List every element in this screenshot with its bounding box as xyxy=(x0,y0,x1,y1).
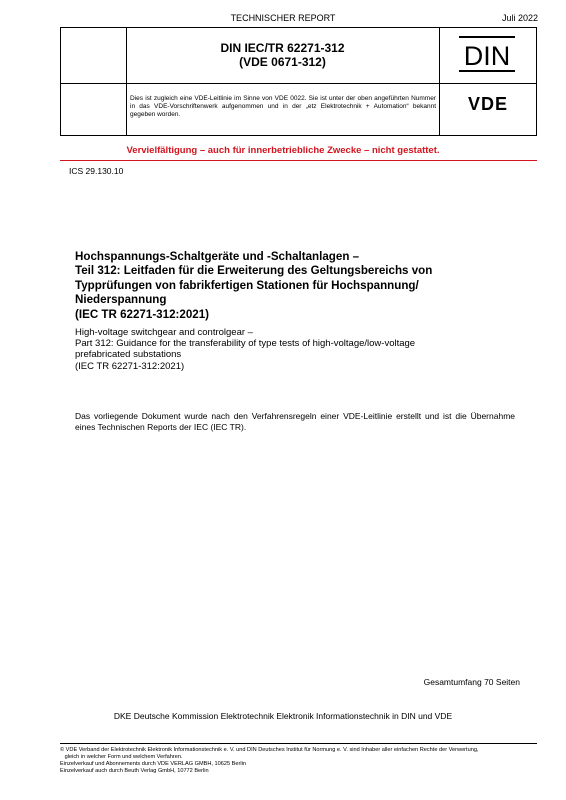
document-description: Das vorliegende Dokument wurde nach den Verfahrensregeln einer VDE-Leitlinie erstellt und ist die Übernahme eines Technischen Reports der IEC (IEC TR). xyxy=(75,411,515,432)
copy-warning: Vervielfältigung – auch für innerbetriebliche Zwecke – nicht gestattet. xyxy=(126,145,440,156)
title-german-line: Niederspannung xyxy=(75,293,167,307)
din-logo xyxy=(459,36,515,72)
standard-number xyxy=(126,41,439,69)
box-divider xyxy=(439,28,440,135)
vde-logo: VDE xyxy=(467,94,508,114)
dke-line: DKE Deutsche Kommission Elektrotechnik Elektronik Informationstechnik in DIN und VDE xyxy=(113,711,453,721)
standard-vde-number: (VDE 0671-312) xyxy=(239,55,326,69)
title-german-line: Hochspannungs-Schaltgeräte und -Schaltanlagen – xyxy=(75,250,360,263)
box-divider xyxy=(61,83,536,84)
vde-guideline-note: Dies ist zugleich eine VDE-Leitlinie im Sinne von VDE 0022. Sie ist unter der oben angeführten Nummer in das VDE-Vorschriftenwerk aufgenommen und in der „etz Elektrotechnik + Automation“ bekannt gegeben worden. xyxy=(130,95,436,118)
warning-rule xyxy=(60,160,537,161)
title-german-line: (IEC TR 62271-312:2021) xyxy=(75,307,210,321)
title-english-line: High-voltage switchgear and controlgear – xyxy=(75,327,253,338)
footer-line: © VDE Verband der Elektrotechnik Elektronik Informationstechnik e. V. und DIN Deutsches Institut für Normung e. V. sind Inhaber aller einfachen Rechte der Verwertung, xyxy=(60,747,479,753)
title-english-line: prefabricated substations xyxy=(75,349,182,361)
header-box xyxy=(60,27,537,136)
title-english-line: (IEC TR 62271-312:2021) xyxy=(75,360,185,372)
footer-rule xyxy=(60,743,537,744)
title-german-line: Typprüfungen von fabrikfertigen Stationen für Hochspannung/ xyxy=(75,278,419,292)
ics-code: ICS 29.130.10 xyxy=(69,166,124,176)
title-german-line: Teil 312: Leitfaden für die Erweiterung des Geltungsbereichs von xyxy=(75,264,433,278)
footer-line: gleich in welcher Form und welchem Verfahren. xyxy=(60,754,183,760)
standard-number-line: DIN IEC/TR 62271-312 xyxy=(220,41,345,55)
publication-date: Juli 2022 xyxy=(501,13,538,23)
total-pages: Gesamtumfang 70 Seiten xyxy=(423,677,520,687)
footer-line: Einzelverkauf auch durch Beuth Verlag GmbH, 10772 Berlin xyxy=(60,768,209,774)
footer-line: Einzelverkauf und Abonnements durch VDE VERLAG GMBH, 10625 Berlin xyxy=(60,761,246,767)
din-logo-text: DIN xyxy=(463,41,511,71)
title-english xyxy=(75,327,515,372)
title-english-line: Part 312: Guidance for the transferability of type tests of high-voltage/low-voltage xyxy=(75,338,416,350)
report-type: TECHNISCHER REPORT xyxy=(230,13,336,23)
title-german xyxy=(75,250,515,322)
copyright-footer xyxy=(60,747,540,775)
